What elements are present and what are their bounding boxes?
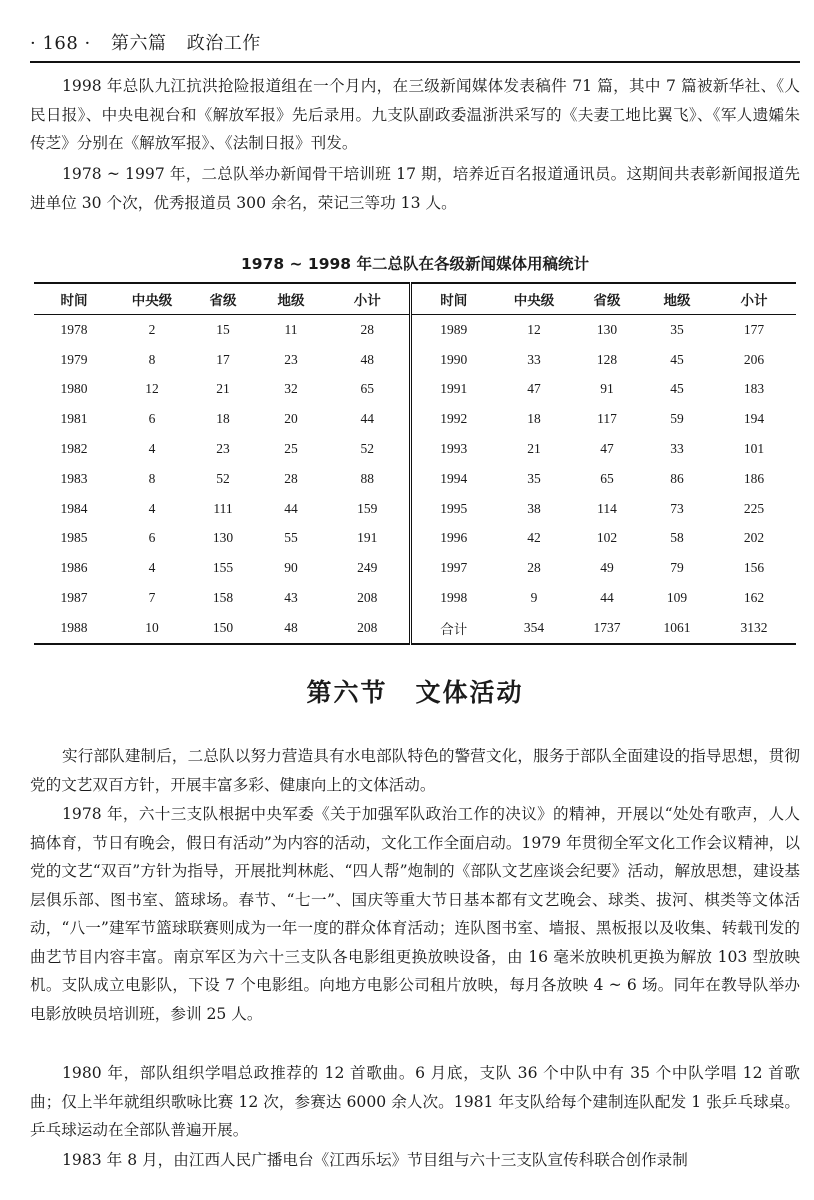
table-cell: 18 [216, 411, 230, 427]
table-cell: 202 [743, 530, 765, 546]
col-header-time: 时间 [34, 283, 114, 315]
table-cell: 6 [148, 411, 156, 427]
table-cell: 1997 [410, 553, 496, 583]
col-header-time: 时间 [410, 283, 496, 315]
table-cell: 6 [148, 530, 156, 546]
table-cell: 102 [596, 530, 618, 546]
table-cell: 130 [212, 530, 234, 546]
table-cell: 35 [527, 470, 541, 486]
col-header-prefectural: 地级 [256, 283, 326, 315]
paragraph-2: 1978 ~ 1997 年，二总队举办新闻骨干培训班 17 期，培养近百名报道通讯员。这期间共表彰新闻报道先进单位 30 个次，优秀报道员 300 余名，荣记三等功 13 人。 [30, 165, 800, 212]
table-cell: 194 [743, 411, 765, 427]
paragraph-5: 1980 年，部队组织学唱总政推荐的 12 首歌曲。6 月底，支队 36 个中队中有 35 个中队学唱 12 首歌曲；仅上半年就组织歌咏比赛 12 次，参赛达 6000 余人次。1981 年支队给每个建制连队配发 1 张乒乓球桌。乒乓球运动在全部队普遍开展。 [30, 1064, 800, 1139]
table-cell: 32 [284, 381, 298, 397]
table-cell: 8 [148, 470, 156, 486]
table-cell: 88 [360, 470, 374, 486]
table-cell: 186 [743, 470, 765, 486]
table-cell: 38 [527, 500, 541, 516]
table-cell: 225 [743, 500, 765, 516]
col-header-provincial: 省级 [190, 283, 256, 315]
table-cell: 21 [527, 441, 541, 457]
table-cell: 150 [190, 613, 256, 644]
table-cell: 1995 [410, 494, 496, 524]
table-cell: 114 [597, 500, 617, 516]
publication-stats-table [34, 282, 796, 645]
table-row [34, 375, 796, 405]
table-cell: 1990 [410, 345, 496, 375]
table-row [34, 613, 796, 644]
table-cell: 1989 [410, 315, 496, 345]
table-cell: 208 [357, 590, 378, 606]
table-cell: 73 [670, 500, 684, 516]
table-cell: 44 [600, 590, 614, 606]
paragraph-6: 1983 年 8 月，由江西人民广播电台《江西乐坛》节目组与六十三支队宣传科联合创作录制 [62, 1151, 688, 1169]
table-cell: 1988 [34, 613, 114, 644]
table-cell: 23 [216, 441, 230, 457]
paragraph-1: 1998 年总队九江抗洪抢险报道组在一个月内，在三级新闻媒体发表稿件 71 篇，其中 7 篇被新华社、《人民日报》、中央电视台和《解放军报》先后录用。九支队副政委温浙洪采写的《夫妻工地比翼飞》、《军人遗孀朱传芝》分别在《解放军报》、《法制日报》刊发。 [30, 77, 800, 152]
section-heading [30, 673, 800, 709]
table-row [34, 315, 796, 345]
table-cell: 12 [527, 321, 541, 337]
table-cell: 208 [326, 613, 410, 644]
table-cell: 1991 [410, 375, 496, 405]
table-row [34, 404, 796, 434]
table-cell: 1998 [410, 583, 496, 613]
table-cell: 35 [670, 321, 684, 337]
table-cell: 55 [284, 530, 298, 546]
table-cell: 1061 [642, 613, 712, 644]
table-cell: 28 [360, 321, 374, 337]
table-cell: 249 [357, 560, 378, 576]
table-cell: 1982 [60, 441, 88, 457]
table-cell: 15 [216, 321, 230, 337]
table-cell: 58 [670, 530, 684, 546]
table-cell: 20 [284, 411, 298, 427]
table-cell: 162 [743, 590, 765, 606]
table-cell: 191 [357, 530, 378, 546]
table-cell: 1981 [60, 411, 88, 427]
table-row [34, 553, 796, 583]
table-cell: 1992 [410, 404, 496, 434]
table-cell: 1993 [410, 434, 496, 464]
paragraph-3: 实行部队建制后，二总队以努力营造具有水电部队特色的警营文化，服务于部队全面建设的指导思想，贯彻党的文艺双百方针，开展丰富多彩、健康向上的文体活动。 [30, 747, 800, 794]
table-cell: 33 [527, 351, 541, 367]
table-cell: 156 [743, 560, 765, 576]
table-cell: 4 [148, 500, 156, 516]
table-row [34, 345, 796, 375]
col-header-prefectural: 地级 [642, 283, 712, 315]
table-cell: 9 [530, 590, 538, 606]
table-header-row [34, 283, 796, 315]
table-cell: 1996 [410, 524, 496, 554]
table-cell: 111 [213, 500, 233, 516]
table-cell: 4 [148, 441, 156, 457]
table-cell: 177 [743, 321, 765, 337]
table-cell: 183 [743, 381, 765, 397]
part-title: 第六篇 [110, 33, 167, 54]
col-header-central: 中央级 [114, 283, 190, 315]
table-cell: 354 [496, 613, 572, 644]
table-cell: 25 [284, 441, 298, 457]
table-cell: 1979 [60, 351, 88, 367]
table-cell: 52 [360, 441, 374, 457]
table-cell: 10 [114, 613, 190, 644]
table-cell: 合计 [410, 613, 496, 644]
table-cell: 28 [527, 560, 541, 576]
table-cell: 1983 [60, 470, 88, 486]
table-cell: 4 [148, 560, 156, 576]
table-cell: 23 [284, 351, 298, 367]
table-cell: 158 [212, 590, 234, 606]
table-cell: 1980 [60, 381, 88, 397]
chapter-title: 政治工作 [186, 33, 261, 54]
table-cell: 17 [216, 351, 230, 367]
table-cell: 12 [145, 381, 159, 397]
table-cell: 130 [596, 321, 618, 337]
table-cell: 91 [600, 381, 614, 397]
table-cell: 47 [600, 441, 614, 457]
running-header [30, 28, 800, 60]
table-row [34, 583, 796, 613]
table-cell: 109 [666, 590, 688, 606]
section-name: 文体活动 [415, 678, 524, 707]
col-header-subtotal: 小计 [712, 283, 796, 315]
table-cell: 42 [527, 530, 541, 546]
table-cell: 3132 [712, 613, 796, 644]
table-cell: 8 [148, 351, 156, 367]
table-cell: 48 [256, 613, 326, 644]
table-cell: 7 [148, 590, 156, 606]
table-cell: 79 [670, 560, 684, 576]
table-row [34, 464, 796, 494]
section-number: 第六节 [306, 678, 388, 707]
page-number: · 168 · [30, 33, 91, 54]
table-cell: 52 [216, 470, 230, 486]
table-cell: 1978 [60, 321, 88, 337]
paragraph-4: 1978 年，六十三支队根据中央军委《关于加强军队政治工作的决议》的精神，开展以“处处有歌声，人人搞体育，节日有晚会，假日有活动”为内容的活动，文化工作全面启动。1979 年贯彻全军文化工作会议精神，以党的文艺“双百”方针为指导，开展批判林彪、“四人帮”炮制的《部队文艺座谈会纪要》活动，解放思想，建设基层俱乐部、图书室、篮球场。春节、“七一”、国庆等重大节日基本都有文艺晚会、球类、拔河、棋类等文体活动，“八一”建军节篮球联赛则成为一年一度的群众体育活动；连队图书室、墙报、黑板报以及收集、转载刊发的曲艺节目内容丰富。南京军区为六十三支队各电影组更换放映设备，由 16 毫米放映机更换为解放 103 型放映机。支队成立电影队，下设 7 个电影组。向地方电影公司租片放映，每月各放映 4 ~ 6 场。同年在教导队举办电影放映员培训班，参训 25 人。 [30, 805, 800, 1023]
table-cell: 43 [284, 590, 298, 606]
table-title: 1978 ~ 1998 年二总队在各级新闻媒体用稿统计 [241, 255, 589, 273]
table-cell: 206 [743, 351, 765, 367]
col-header-central: 中央级 [496, 283, 572, 315]
table-cell: 101 [743, 441, 765, 457]
table-cell: 47 [527, 381, 541, 397]
table-cell: 45 [670, 351, 684, 367]
table-row [34, 494, 796, 524]
table-row [34, 524, 796, 554]
table-cell: 155 [212, 560, 234, 576]
table-cell: 44 [360, 411, 374, 427]
col-header-provincial: 省级 [572, 283, 642, 315]
table-cell: 1985 [60, 530, 88, 546]
table-cell: 11 [284, 321, 298, 337]
table-cell: 1994 [410, 464, 496, 494]
table-cell: 2 [148, 321, 156, 337]
table-cell: 65 [360, 381, 374, 397]
table-cell: 86 [670, 470, 684, 486]
table-cell: 21 [216, 381, 230, 397]
header-rule [30, 61, 800, 63]
table-cell: 1737 [572, 613, 642, 644]
col-header-subtotal: 小计 [326, 283, 410, 315]
table-cell: 45 [670, 381, 684, 397]
table-cell: 1987 [60, 590, 88, 606]
table-row [34, 434, 796, 464]
table-cell: 117 [597, 411, 617, 427]
table-cell: 59 [670, 411, 684, 427]
table-cell: 33 [670, 441, 684, 457]
table-cell: 1984 [60, 500, 88, 516]
table-cell: 90 [284, 560, 298, 576]
table-body [34, 315, 796, 644]
table-cell: 18 [527, 411, 541, 427]
table-cell: 128 [596, 351, 618, 367]
table-cell: 159 [357, 500, 378, 516]
table-cell: 65 [600, 470, 614, 486]
table-cell: 1986 [60, 560, 88, 576]
table-cell: 49 [600, 560, 614, 576]
table-cell: 48 [360, 351, 374, 367]
table-cell: 28 [284, 470, 298, 486]
table-cell: 44 [284, 500, 298, 516]
